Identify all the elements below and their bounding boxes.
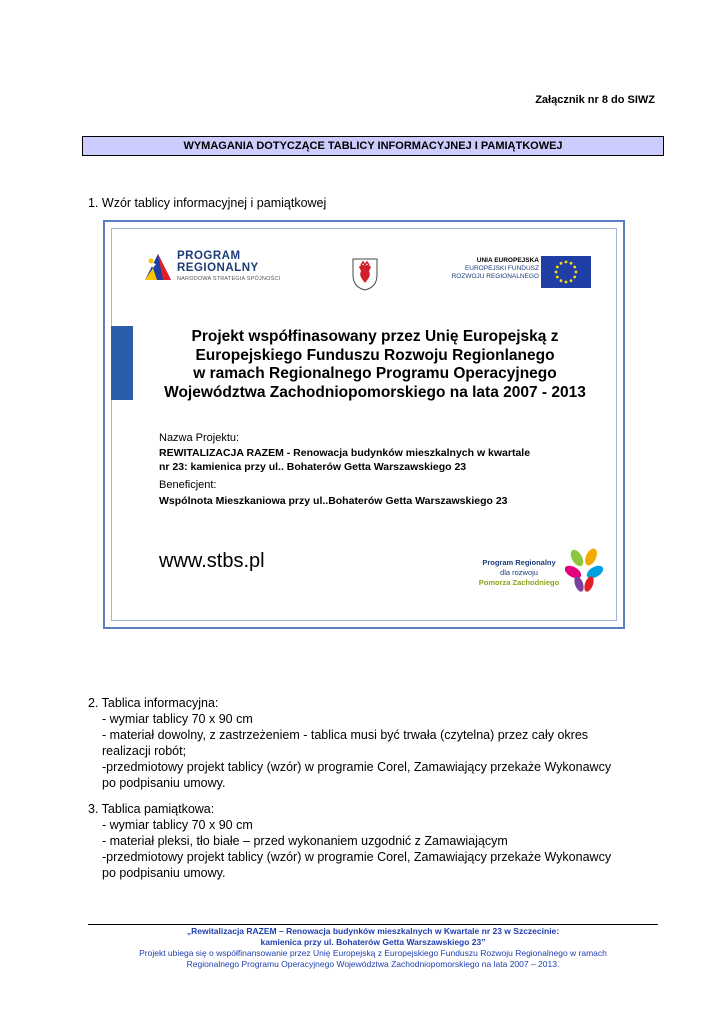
footer-note-line1: Projekt ubiega się o współfinansowanie przez Unię Europejską z Europejskiego Funduszu Rozwoju Regionalnego w ramach xyxy=(139,948,607,958)
eu-logo-line2: EUROPEJSKI FUNDUSZ xyxy=(464,265,539,272)
headline-line: Projekt współfinasowany przez Unię Europejską z xyxy=(191,328,559,345)
coat-of-arms-icon xyxy=(351,257,379,291)
program-logo-line2: REGIONALNY xyxy=(177,262,259,274)
headline-line: Europejskiego Funduszu Rozwoju Regionlanego xyxy=(195,346,555,364)
section-3-line: - wymiar tablicy 70 x 90 cm xyxy=(102,818,253,832)
eu-flag-icon xyxy=(541,256,591,288)
section-2-line: - wymiar tablicy 70 x 90 cm xyxy=(102,712,253,726)
prr-logo-line3: Pomorza Zachodniego xyxy=(478,578,560,587)
prr-logo-line1: Program Regionalny xyxy=(482,558,556,567)
board-headline xyxy=(145,328,605,402)
headline-line: w ramach Regionalnego Programu Operacyjnego xyxy=(193,365,557,382)
website-url: www.stbs.pl xyxy=(159,550,265,572)
section-3-line: po podpisaniu umowy. xyxy=(102,866,226,880)
section-1-heading: 1. Wzór tablicy informacyjnej i pamiątkowej xyxy=(88,196,327,210)
attachment-label: Załącznik nr 8 do SIWZ xyxy=(535,94,655,106)
leaves-icon xyxy=(565,548,605,596)
section-3-line: -przedmiotowy projekt tablicy (wzór) w programie Corel, Zamawiający przekaże Wykonawcy xyxy=(102,850,612,864)
beneficiary-label: Beneficjent: xyxy=(159,479,217,491)
footer-title-line1: „Rewitalizacja RAZEM – Renowacja budynków mieszkalnych w Kwartale nr 23 w Szczecinie: xyxy=(186,926,560,936)
program-logo-line3: NARODOWA STRATEGIA SPÓJNOŚCI xyxy=(177,276,281,282)
program-logo-line1: PROGRAM xyxy=(177,250,241,262)
section-2 xyxy=(88,695,668,791)
footer-divider xyxy=(88,924,658,925)
section-2-line: -przedmiotowy projekt tablicy (wzór) w programie Corel, Zamawiający przekaże Wykonawcy xyxy=(102,760,612,774)
project-name-value-2: nr 23: kamienica przy ul.. Bohaterów Getta Warszawskiego 23 xyxy=(159,461,467,473)
program-regionalny-logo xyxy=(141,250,175,284)
section-2-line: - materiał dowolny, z zastrzeżeniem - tablica musi być trwała (czytelna) przez cały okres xyxy=(102,728,589,742)
section-3-heading: 3. Tablica pamiątkowa: xyxy=(88,802,215,816)
program-regionalny-pomorza-logo xyxy=(469,558,569,588)
footer-title-line2: kamienica przy ul. Bohaterów Getta Warszawskiego 23” xyxy=(260,937,486,947)
project-name-label: Nazwa Projektu: xyxy=(159,432,240,444)
section-3-line: - materiał pleksi, tło białe – przed wykonaniem uzgodnić z Zamawiającym xyxy=(102,834,508,848)
footer-note-line2: Regionalnego Programu Operacyjnego Województwa Zachodniopomorskiego na lata 2007 – 2013. xyxy=(186,959,560,969)
board-side-stripe xyxy=(111,326,133,400)
beneficiary-value: Wspólnota Mieszkaniowa przy ul..Bohaterów Getta Warszawskiego 23 xyxy=(159,495,508,507)
page-footer xyxy=(88,926,658,970)
eu-logo-text xyxy=(435,257,539,281)
section-3 xyxy=(88,801,668,881)
section-2-line: po podpisaniu umowy. xyxy=(102,776,226,790)
section-banner: WYMAGANIA DOTYCZĄCE TABLICY INFORMACYJNEJ I PAMIĄTKOWEJ xyxy=(82,136,664,156)
information-board-sample xyxy=(103,220,625,629)
section-2-line: realizacji robót; xyxy=(102,744,187,758)
prr-logo-line2: dla rozwoju xyxy=(500,568,538,577)
headline-line: Województwa Zachodniopomorskiego na lata 2007 - 2013 xyxy=(164,383,586,401)
project-name-value-1: REWITALIZACJA RAZEM - Renowacja budynków mieszkalnych w kwartale xyxy=(159,447,531,459)
eu-logo-line3: ROZWOJU REGIONALNEGO xyxy=(451,273,539,280)
eu-logo-line1: UNIA EUROPEJSKA xyxy=(476,257,539,264)
program-regionalny-text xyxy=(177,250,280,282)
section-2-heading: 2. Tablica informacyjna: xyxy=(88,696,219,710)
